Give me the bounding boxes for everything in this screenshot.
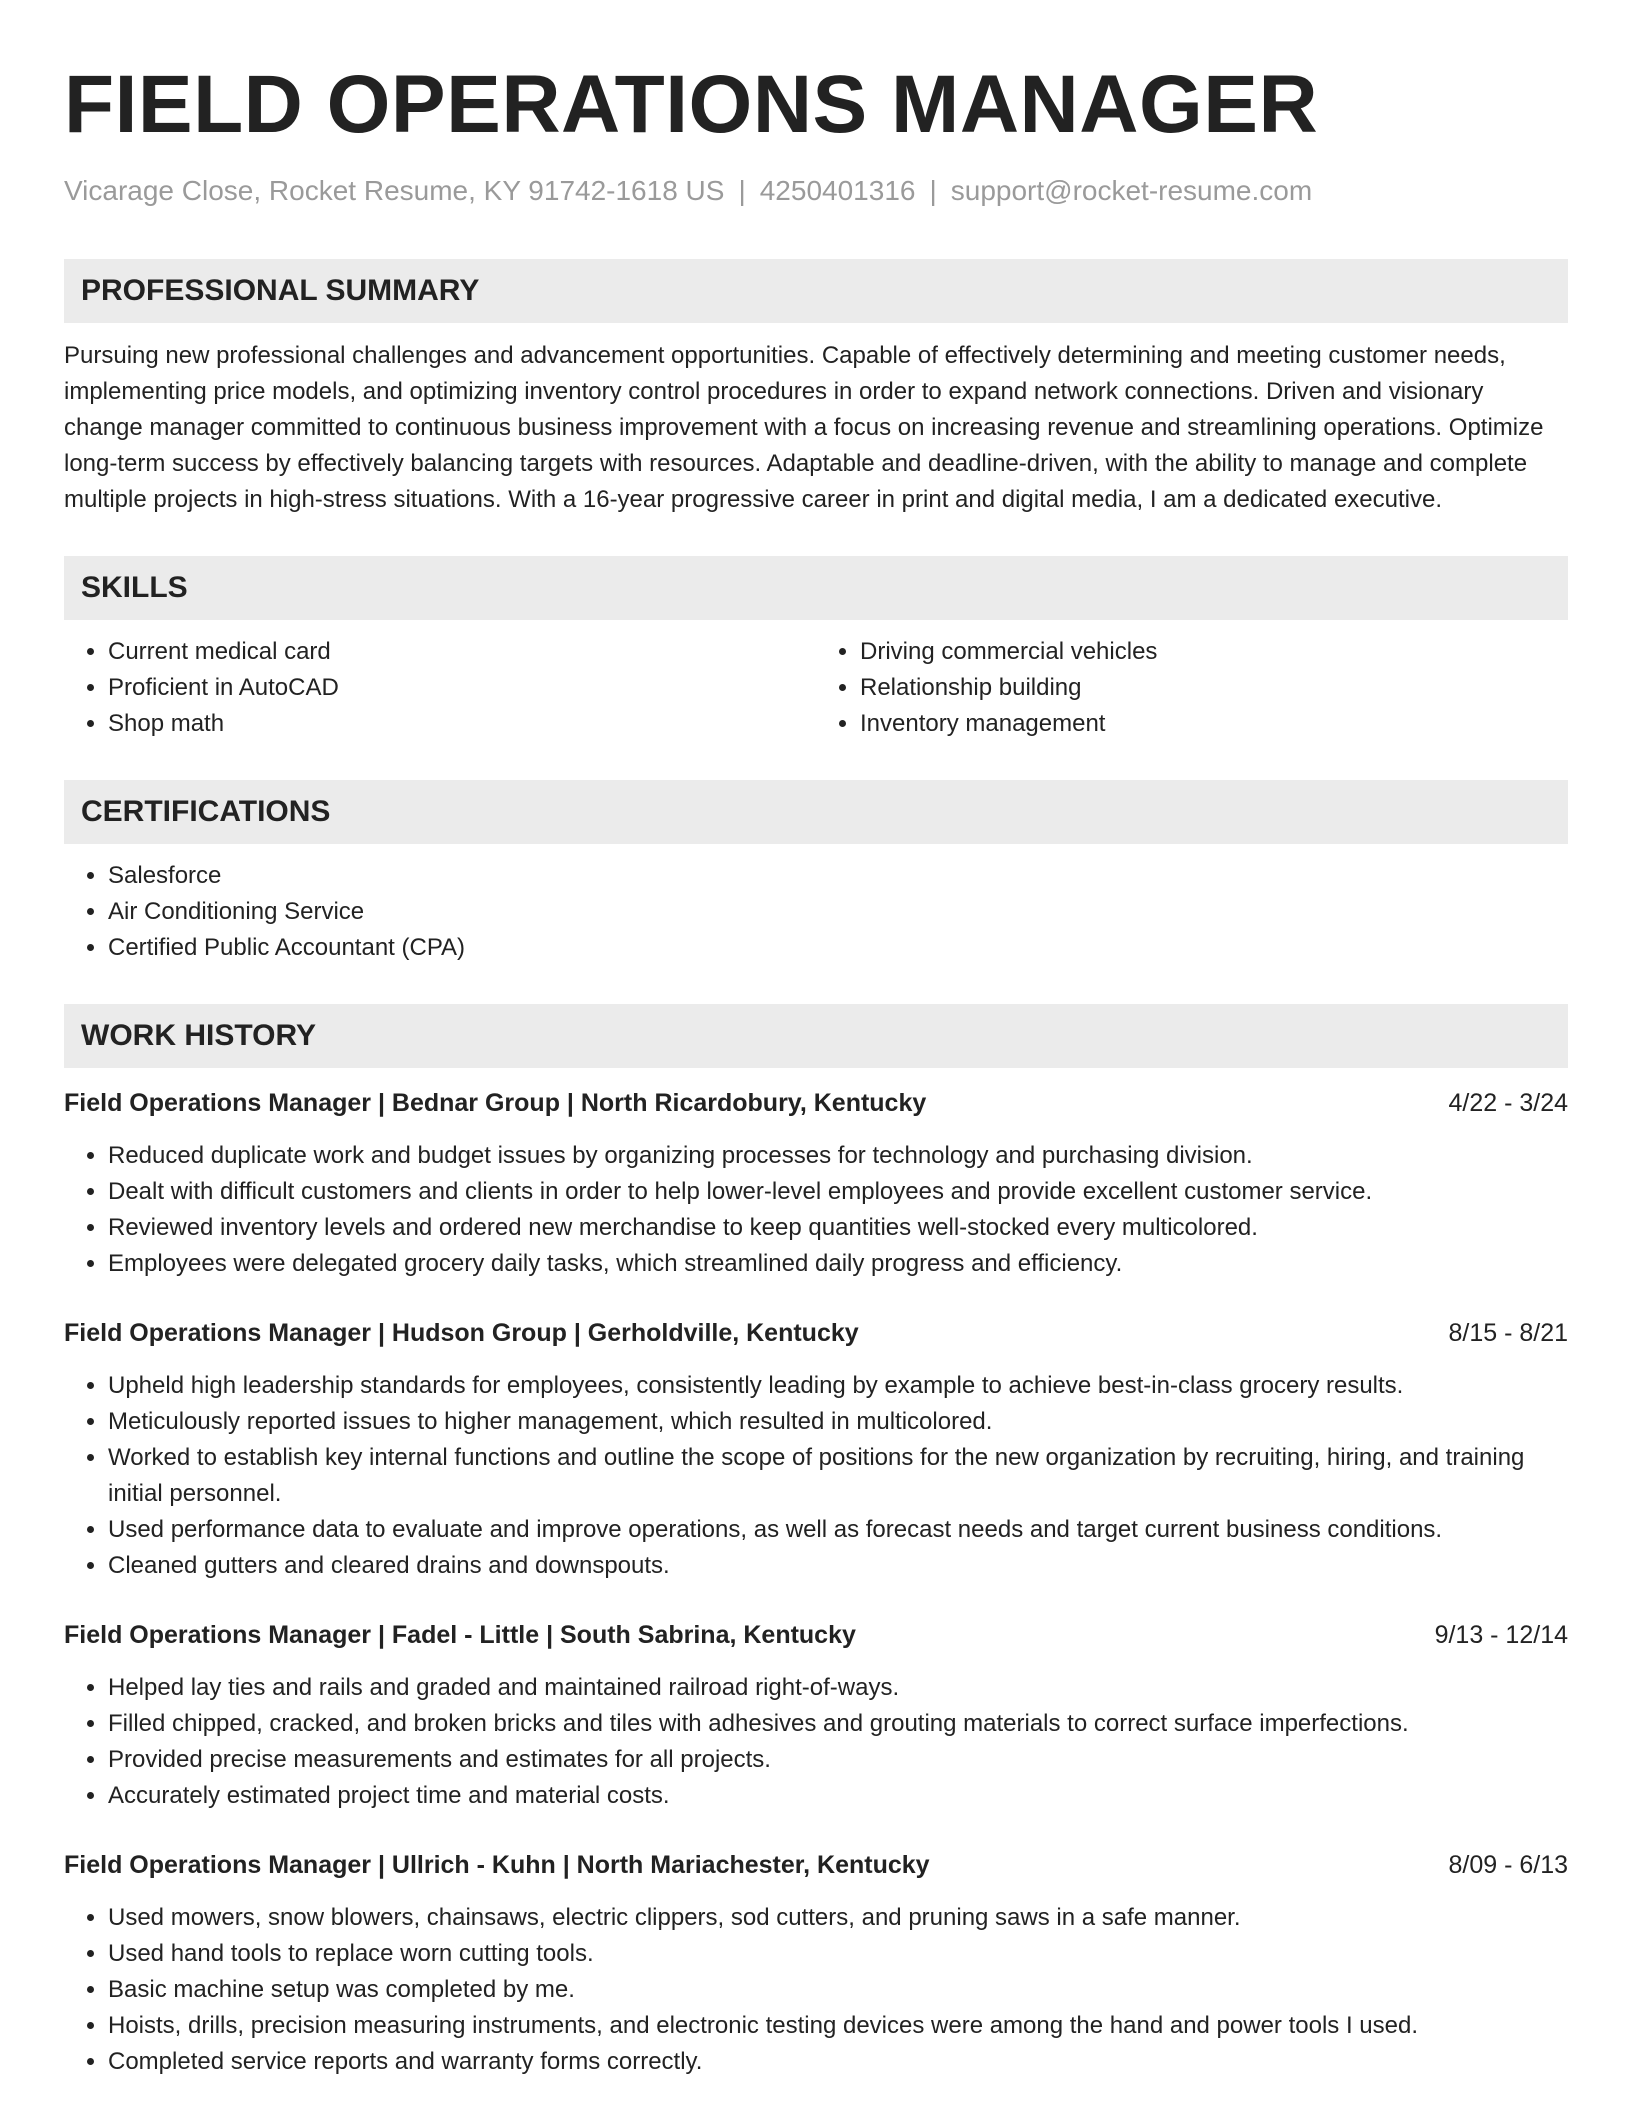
skill-item: • Current medical card (108, 634, 816, 670)
contact-phone: 4250401316 (759, 175, 916, 206)
job-dates: 8/15 - 8/21 (1448, 1319, 1568, 1347)
certifications-list (64, 858, 1568, 966)
job-dates: 8/09 - 6/13 (1448, 1851, 1568, 1879)
job-header (64, 1617, 1568, 1653)
job-entry (64, 1847, 1568, 2080)
job-entry (64, 1085, 1568, 1282)
certification-item: • Certified Public Accountant (CPA) (108, 930, 1568, 966)
job-bullets (64, 1368, 1568, 1584)
job-bullet: • Used mowers, snow blowers, chainsaws, electric clippers, sod cutters, and pruning saws in a safe manner. (108, 1900, 1568, 1936)
job-entry (64, 1617, 1568, 1814)
contact-separator: | (929, 175, 937, 206)
job-bullet: • Cleaned gutters and cleared drains and downspouts. (108, 1548, 1568, 1584)
job-bullet: • Upheld high leadership standards for employees, consistently leading by example to achieve best-in-class grocery results. (108, 1368, 1568, 1404)
work-history-list (64, 1085, 1568, 2080)
job-bullet: • Meticulously reported issues to higher management, which resulted in multicolored. (108, 1404, 1568, 1440)
summary-text: Pursuing new professional challenges and advancement opportunities. Capable of effectively determining and meeting customer needs, implementing price models, and optimizing inventory control procedures in order to expand network connections. Driven and visionary change manager committed to continuous business improvement with a focus on increasing revenue and streamlining operations. Optimize long-term success by effectively balancing targets with resources. Adaptable and deadline-driven, with the ability to manage and complete multiple projects in high-stress situations. With a 16-year progressive career in print and digital media, I am a dedicated executive. (64, 342, 1544, 513)
job-bullet: • Basic machine setup was completed by me. (108, 1972, 1568, 2008)
job-title: Field Operations Manager | Hudson Group | Gerholdville, Kentucky (64, 1319, 859, 1347)
certification-item: • Salesforce (108, 858, 1568, 894)
contact-separator: | (738, 175, 746, 206)
contact-email: support@rocket-resume.com (950, 175, 1313, 206)
job-entry (64, 1315, 1568, 1584)
job-dates: 9/13 - 12/14 (1434, 1621, 1568, 1649)
job-bullet: • Employees were delegated grocery daily tasks, which streamlined daily progress and efficiency. (108, 1246, 1568, 1282)
job-bullet: • Helped lay ties and rails and graded and maintained railroad right-of-ways. (108, 1670, 1568, 1706)
job-title: Field Operations Manager | Bednar Group | North Ricardobury, Kentucky (64, 1089, 927, 1117)
job-bullet: • Used performance data to evaluate and improve operations, as well as forecast needs and target current business conditions. (108, 1512, 1568, 1548)
job-bullet: • Completed service reports and warranty forms correctly. (108, 2044, 1568, 2080)
job-bullets (64, 1138, 1568, 1282)
certification-item: • Air Conditioning Service (108, 894, 1568, 930)
skills-list-left (64, 634, 816, 742)
skill-item: • Shop math (108, 706, 816, 742)
job-bullet: • Provided precise measurements and estimates for all projects. (108, 1742, 1568, 1778)
job-title: Field Operations Manager | Fadel - Little | South Sabrina, Kentucky (64, 1621, 856, 1649)
skill-item: • Proficient in AutoCAD (108, 670, 816, 706)
job-bullet: • Worked to establish key internal functions and outline the scope of positions for the new organization by recruiting, hiring, and training initial personnel. (108, 1440, 1568, 1512)
section-heading-skills: SKILLS (64, 556, 1568, 620)
section-heading-certifications: CERTIFICATIONS (64, 780, 1568, 844)
contact-address: Vicarage Close, Rocket Resume, KY 91742-1618 US (64, 175, 725, 206)
skill-item: • Relationship building (860, 670, 1568, 706)
section-heading-work-history: WORK HISTORY (64, 1004, 1568, 1068)
skill-item: • Driving commercial vehicles (860, 634, 1568, 670)
job-header (64, 1847, 1568, 1883)
section-heading-summary: PROFESSIONAL SUMMARY (64, 259, 1568, 323)
job-header (64, 1085, 1568, 1121)
skills-grid (64, 620, 1568, 742)
job-bullet: • Filled chipped, cracked, and broken bricks and tiles with adhesives and grouting materials to correct surface imperfections. (108, 1706, 1568, 1742)
job-title: Field Operations Manager | Ullrich - Kuhn | North Mariachester, Kentucky (64, 1851, 930, 1879)
job-bullets (64, 1900, 1568, 2080)
job-bullet: • Accurately estimated project time and material costs. (108, 1778, 1568, 1814)
job-dates: 4/22 - 3/24 (1448, 1089, 1568, 1117)
skill-item: • Inventory management (860, 706, 1568, 742)
job-bullet: • Reviewed inventory levels and ordered new merchandise to keep quantities well-stocked every multicolored. (108, 1210, 1568, 1246)
contact-line (64, 174, 1568, 208)
job-bullet: • Hoists, drills, precision measuring instruments, and electronic testing devices were among the hand and power tools I used. (108, 2008, 1568, 2044)
job-bullet: • Dealt with difficult customers and clients in order to help lower-level employees and provide excellent customer service. (108, 1174, 1568, 1210)
skills-list-right (816, 634, 1568, 742)
job-bullets (64, 1670, 1568, 1814)
resume-name: FIELD OPERATIONS MANAGER (64, 59, 1319, 150)
job-bullet: • Used hand tools to replace worn cutting tools. (108, 1936, 1568, 1972)
job-header (64, 1315, 1568, 1351)
job-bullet: • Reduced duplicate work and budget issues by organizing processes for technology and purchasing division. (108, 1138, 1568, 1174)
